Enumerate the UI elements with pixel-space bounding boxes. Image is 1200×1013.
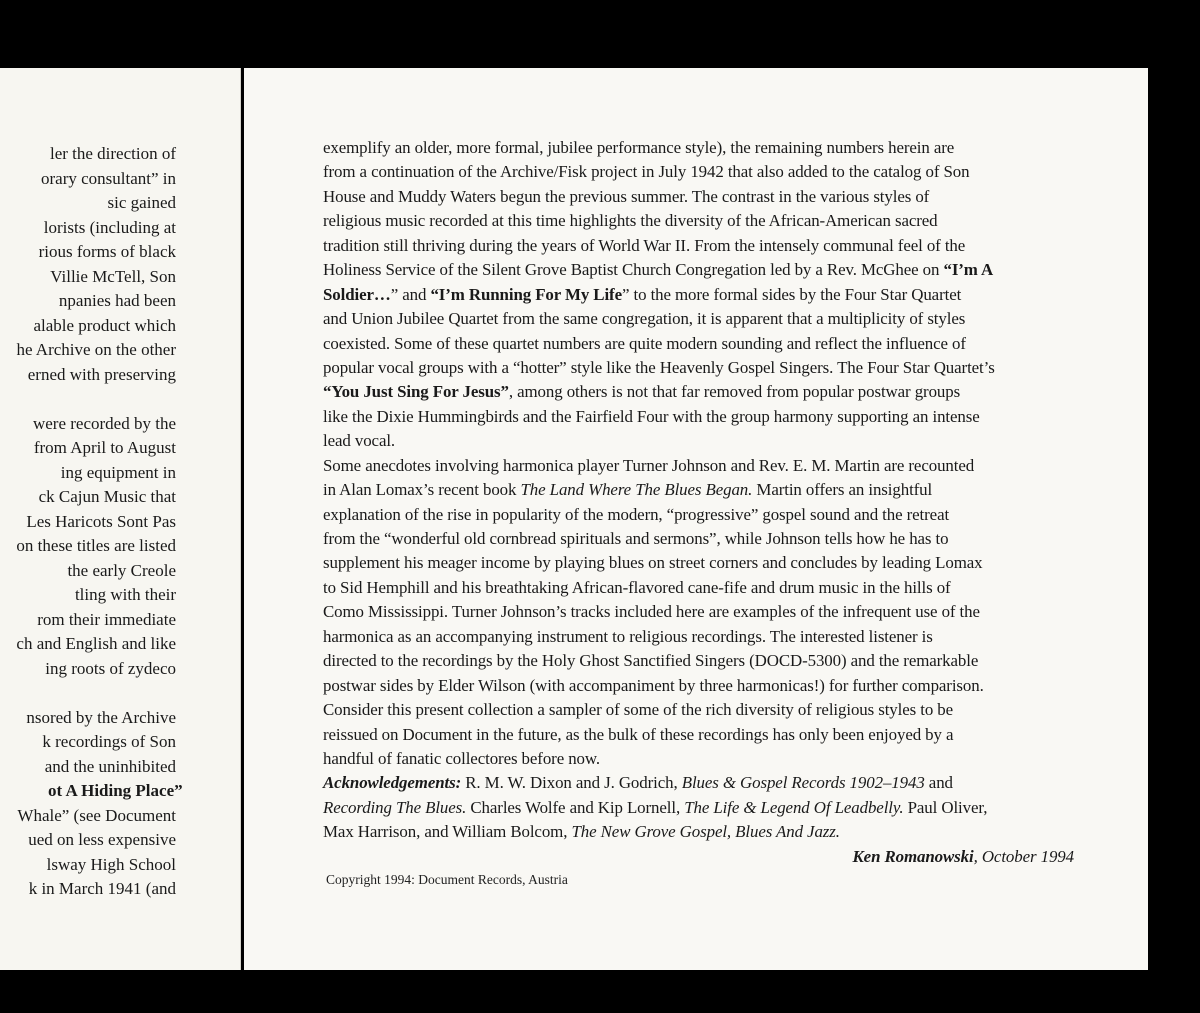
- book-title: The New Grove Gospel, Blues And Jazz.: [571, 822, 840, 842]
- left-text-line: he Archive on the other: [16, 340, 176, 359]
- acknowledgements-line: [323, 796, 1083, 820]
- text-line: explanation of the rise in popularity of the modern, “progressive” gospel sound and the retreat: [323, 504, 950, 524]
- text-line: and Union Jubilee Quartet from the same congregation, it is apparent that a multiplicity of styles: [323, 309, 966, 329]
- left-text-line: Whale” (see Document: [17, 805, 176, 825]
- acknowledgements-line: [323, 820, 1083, 844]
- signature-date: , October 1994: [973, 846, 1074, 866]
- text-line: [323, 380, 1083, 404]
- text-line: postwar sides by Elder Wilson (with accompaniment by three harmonicas!) for further comparison.: [323, 675, 984, 695]
- text-line: coexisted. Some of these quartet numbers are quite modern sounding and reflect the influence of: [323, 333, 966, 353]
- copyright-notice: Copyright 1994: Document Records, Austria: [326, 872, 568, 887]
- text-line: lead vocal.: [323, 431, 396, 451]
- text-line: [323, 258, 1083, 282]
- text-line: exemplify an older, more formal, jubilee performance style), the remaining numbers herein are: [323, 138, 955, 157]
- acknowledgements-heading: Acknowledgements:: [323, 773, 462, 793]
- text-line: directed to the recordings by the Holy Ghost Sanctified Singers (DOCD-5300) and the remarkable: [323, 651, 979, 671]
- left-text-line: alable product which: [33, 315, 176, 335]
- left-text-line: ck Cajun Music that: [38, 487, 176, 506]
- acknowledgements-line: [323, 771, 1083, 795]
- left-text-line: Les Haricots Sont Pas: [26, 511, 176, 531]
- left-text-line: lorists (including at: [43, 217, 176, 237]
- left-text-line: nsored by the Archive: [26, 707, 176, 727]
- signature-line: [323, 845, 1083, 869]
- text-run: R. M. W. Dixon and J. Godrich,: [461, 773, 682, 793]
- song-title: “I’m A: [943, 260, 994, 280]
- left-text-line: npanies had been: [58, 291, 176, 310]
- text-run: Martin offers an insightful: [752, 480, 933, 500]
- text-line: to Sid Hemphill and his breathtaking African-flavored cane-fife and drum music in the hills of: [323, 577, 951, 597]
- book-title: Blues & Gospel Records 1902–1943: [681, 773, 925, 793]
- left-text-line: k in March 1941 (and: [28, 879, 176, 898]
- text-line: like the Dixie Hummingbirds and the Fairfield Four with the group harmony supporting an intense: [323, 406, 980, 426]
- text-line: reissued on Document in the future, as the bulk of these recordings has only been enjoyed by a: [323, 724, 954, 744]
- text-line: House and Muddy Waters begun the previous summer. The contrast in the various styles of: [323, 186, 930, 206]
- left-text-line: sic gained: [107, 193, 176, 212]
- text-line: from the “wonderful old cornbread spirituals and sermons”, while Johnson tells how he has to: [323, 529, 949, 548]
- left-text-line: and the uninhibited: [44, 756, 176, 776]
- text-run: in Alan Lomax’s recent book: [323, 480, 521, 500]
- text-run: ” and: [390, 284, 431, 304]
- left-text-line: Villie McTell, Son: [50, 266, 176, 286]
- left-text-line: k recordings of Son: [42, 732, 176, 751]
- text-run: and: [924, 773, 953, 793]
- left-text-line: lsway High School: [46, 854, 176, 874]
- text-run: Holiness Service of the Silent Grove Baptist Church Congregation led by a Rev. McGhee on: [323, 260, 944, 280]
- liner-notes-text: [323, 136, 1083, 869]
- book-title: The Life & Legend Of Leadbelly.: [684, 797, 904, 817]
- right-page: [244, 68, 1148, 970]
- text-run: ” to the more formal sides by the Four Star Quartet: [621, 284, 962, 304]
- text-line: from a continuation of the Archive/Fisk project in July 1942 that also added to the catalog of Son: [323, 162, 970, 182]
- text-line: [323, 478, 1083, 502]
- text-line: tradition still thriving during the years of World War II. From the intensely communal feel of the: [323, 235, 966, 255]
- text-line: harmonica as an accompanying instrument to religious recordings. The interested listener is: [323, 626, 933, 646]
- text-line: religious music recorded at this time highlights the diversity of the African-American sacred: [323, 211, 938, 231]
- text-line: Consider this present collection a sampler of some of the rich diversity of religious styles to be: [323, 700, 954, 720]
- left-text-line: rom their immediate: [37, 609, 176, 629]
- song-title: Soldier…: [323, 284, 391, 304]
- text-run: , among others is not that far removed from popular postwar groups: [508, 382, 961, 402]
- text-line: [323, 283, 1083, 307]
- left-text-line: orary consultant” in: [40, 168, 176, 188]
- left-text-line: ot A Hiding Place”: [48, 781, 183, 800]
- left-text-line: rious forms of black: [38, 242, 176, 261]
- book-title: Recording The Blues.: [323, 797, 467, 817]
- text-run: Paul Oliver,: [903, 797, 988, 817]
- left-text-line: were recorded by the: [32, 413, 176, 433]
- song-title: “You Just Sing For Jesus”: [323, 382, 509, 402]
- song-title: “I’m Running For My Life: [430, 284, 622, 304]
- text-line: handful of fanatic collectores before now.: [323, 748, 601, 768]
- book-title: The Land Where The Blues Began.: [520, 480, 753, 500]
- author-name: Ken Romanowski: [852, 846, 974, 866]
- left-page: [0, 68, 241, 970]
- text-line: Some anecdotes involving harmonica player Turner Johnson and Rev. E. M. Martin are recounted: [323, 455, 975, 475]
- left-text-line: erned with preserving: [27, 364, 176, 384]
- text-line: Como Mississippi. Turner Johnson’s tracks included here are examples of the infrequent use of the: [323, 602, 980, 622]
- text-line: popular vocal groups with a “hotter” style like the Heavenly Gospel Singers. The Four Star Quartet’s: [323, 357, 995, 377]
- left-text-line: on these titles are listed: [16, 536, 176, 555]
- left-text-line: the early Creole: [67, 560, 176, 580]
- left-text-line: ler the direction of: [49, 144, 176, 163]
- left-text-line: ing roots of zydeco: [45, 658, 176, 678]
- left-text-line: ing equipment in: [60, 462, 176, 482]
- text-run: Max Harrison, and William Bolcom,: [323, 822, 572, 842]
- left-text-line: ch and English and like: [16, 634, 176, 653]
- left-text-line: from April to August: [33, 438, 176, 457]
- left-text-line: tling with their: [74, 585, 176, 604]
- left-text-line: ued on less expensive: [28, 830, 176, 849]
- text-run: Charles Wolfe and Kip Lornell,: [466, 797, 685, 817]
- text-line: supplement his meager income by playing blues on street corners and concludes by leading Lomax: [323, 553, 983, 573]
